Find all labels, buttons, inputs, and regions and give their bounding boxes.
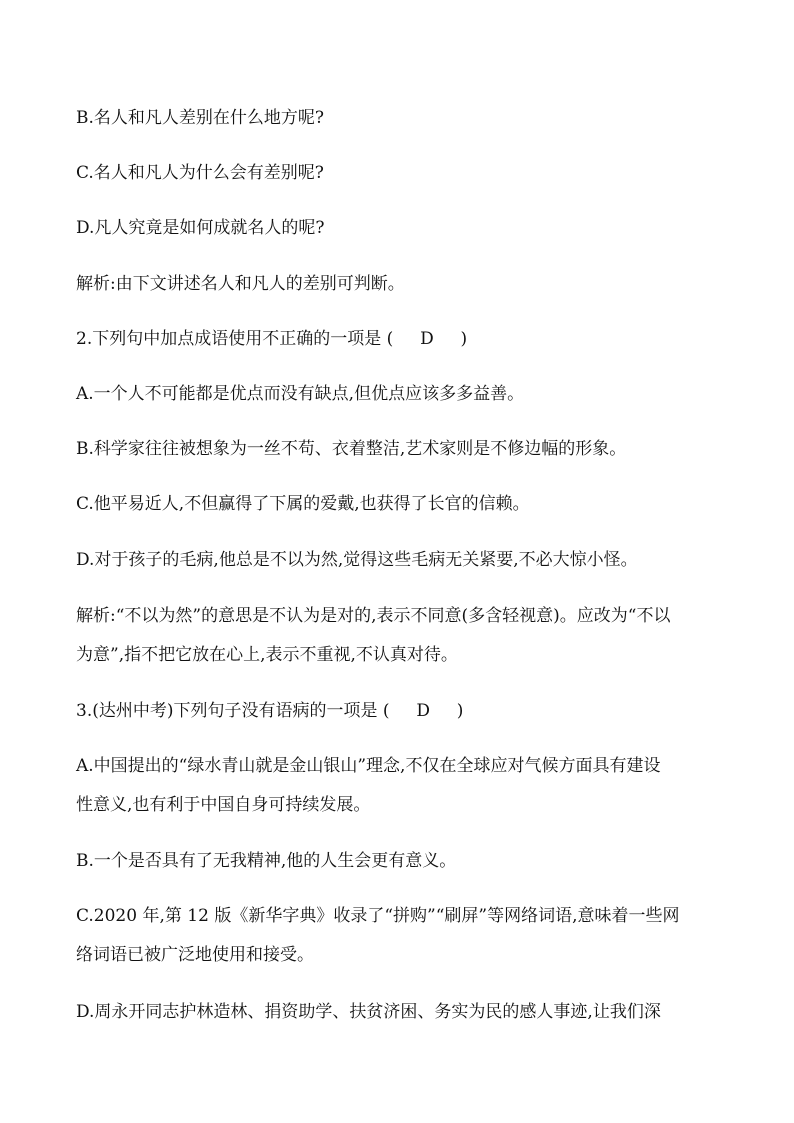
- question-3-text: 3.(达州中考)下列句子没有语病的一项是 (: [76, 701, 390, 721]
- q2-option-a-line: A.一个人不可能都是优点而没有缺点,但优点应该多多益善。: [76, 384, 525, 404]
- q3-option-a-line-2: 性意义,也有利于中国自身可持续发展。: [76, 795, 371, 815]
- question-3-close-paren: ): [456, 701, 464, 721]
- analysis-1-line: 解析:由下文讲述名人和凡人的差别可判断。: [76, 274, 405, 294]
- question-2-text: 2.下列句中加点成语使用不正确的一项是 (: [76, 329, 394, 349]
- q3-option-a-line-1: A.中国提出的“绿水青山就是金山银山”理念,不仅在全球应对气候方面具有建设: [76, 756, 661, 776]
- question-3-line: [76, 699, 726, 723]
- option-c-line: C.名人和凡人为什么会有差别呢?: [76, 163, 324, 183]
- q3-option-c-line-2: 络词语已被广泛地使用和接受。: [76, 945, 314, 965]
- analysis-2-line-2: 为意”,指不把它放在心上,表示不重视,不认真对待。: [76, 645, 458, 665]
- question-2-line: [76, 327, 726, 351]
- analysis-2-line-1: 解析:“不以为然”的意思是不认为是对的,表示不同意(多含轻视意)。应改为“不以: [76, 606, 671, 626]
- question-2-close-paren: ): [460, 329, 468, 349]
- option-d-line: D.凡人究竟是如何成就名人的呢?: [76, 218, 325, 238]
- q2-option-d-line: D.对于孩子的毛病,他总是不以为然,觉得这些毛病无关紧要,不必大惊小怪。: [76, 550, 638, 570]
- q3-option-b-line: B.一个是否具有了无我精神,他的人生会更有意义。: [76, 851, 457, 871]
- q2-option-c-line: C.他平易近人,不但赢得了下属的爱戴,也获得了长官的信赖。: [76, 494, 530, 514]
- question-2-answer: D: [420, 329, 434, 349]
- q3-option-d-line: D.周永开同志护林造林、捐资助学、扶贫济困、务实为民的感人事迹,让我们深: [76, 1002, 661, 1022]
- q2-option-b-line: B.科学家往往被想象为一丝不苟、衣着整洁,艺术家则是不修边幅的形象。: [76, 439, 627, 459]
- option-b-line: B.名人和凡人差别在什么地方呢?: [76, 108, 325, 128]
- question-3-answer: D: [416, 701, 430, 721]
- q3-option-c-line-1: C.2020 年,第 12 版《新华字典》收录了“拼购”“刷屏”等网络词语,意味着一些网: [76, 906, 680, 926]
